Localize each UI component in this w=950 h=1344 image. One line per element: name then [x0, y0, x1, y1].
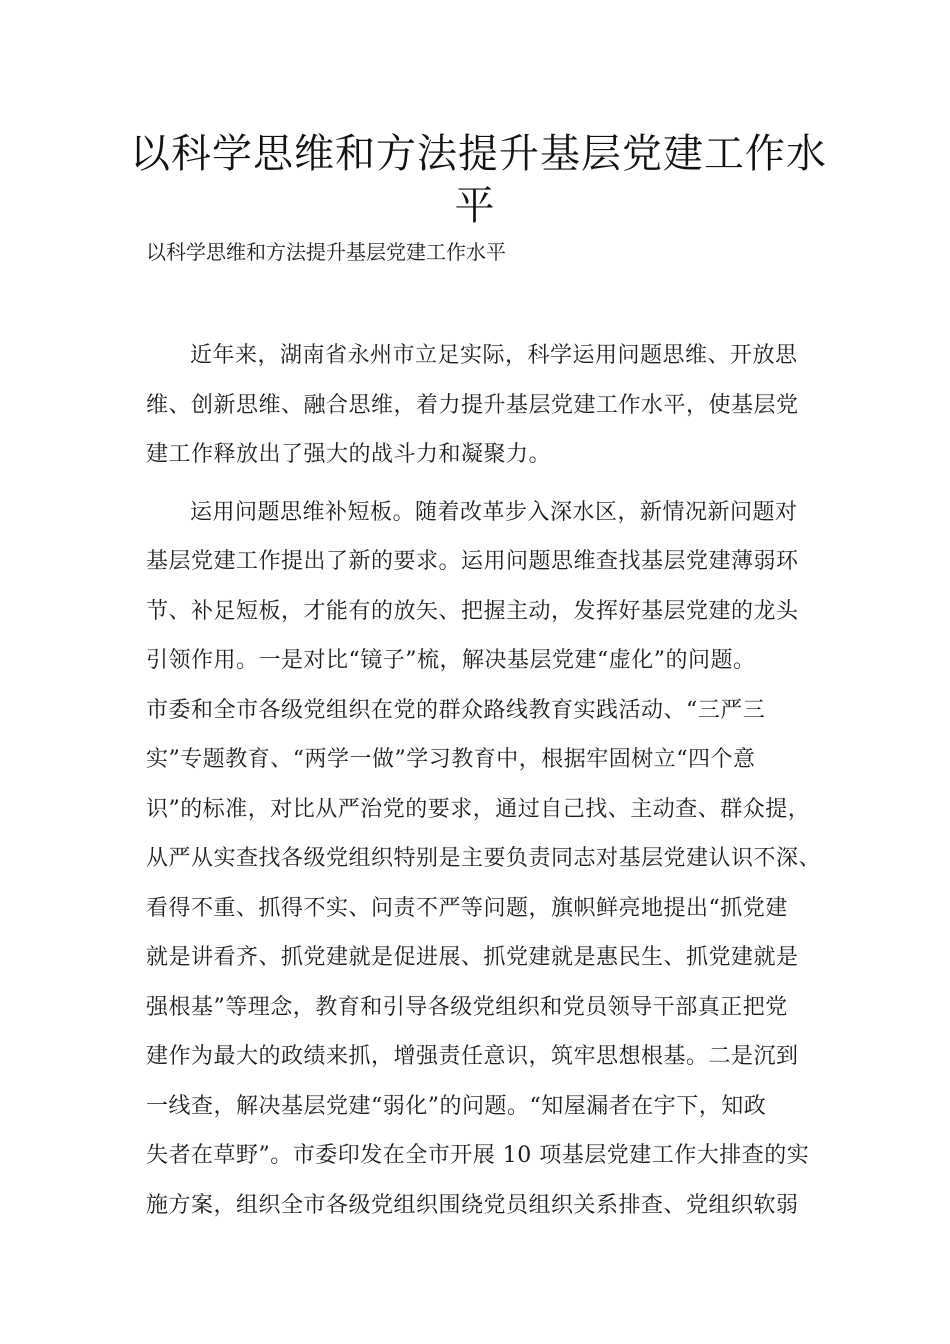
text-line: 就是讲看齐、抓党建就是促进展、抓党建就是惠民生、抓党建就是 — [146, 945, 799, 970]
text-line: 看得不重、抓得不实、问责不严等问题，旗帜鲜亮地提出“抓党建 — [146, 895, 788, 921]
text-line: 实”专题教育、“两学一做”学习教育中，根据牢固树立“四个意 — [146, 747, 756, 772]
text-line: 节、补足短板，才能有的放矢、把握主动，发挥好基层党建的龙头 — [146, 598, 799, 624]
title-line: 以科学思维和方法提升基层党建工作水 — [130, 131, 827, 177]
text-line: 引领作用。一是对比“镜子”梳，解决基层党建“虚化”的问题。 — [146, 648, 756, 673]
paragraph-intro — [146, 336, 826, 485]
text-line: 施方案，组织全市各级党组织围绕党员组织关系排查、党组织软弱 — [146, 1192, 799, 1218]
text-line: 建作为最大的政绩来抓，增强责任意识，筑牢思想根基。二是沉到 — [146, 1044, 799, 1069]
text-line: 从严从实查找各级党组织特别是主要负责同志对基层党建认识不深、 — [146, 846, 822, 871]
text-line: 一线查，解决基层党建“弱化”的问题。“知屋漏者在宇下，知政 — [146, 1093, 767, 1119]
text-line: 维、创新思维、融合思维，着力提升基层党建工作水平，使基层党 — [146, 392, 799, 418]
document-subtitle: 以科学思维和方法提升基层党建工作水平 — [146, 240, 506, 264]
text-line: 强根基”等理念，教育和引导各级党组织和党员领导干部真正把党 — [146, 994, 788, 1020]
document-body — [146, 336, 826, 1243]
text-line: 识”的标准，对比从严治党的要求，通过自己找、主动查、群众提， — [146, 796, 811, 822]
text-line: 市委和全市各级党组织在党的群众路线教育实践活动、“三严三 — [146, 697, 766, 723]
text-line: 失者在草野”。市委印发在全市开展 10 项基层党建工作大排查的实 — [146, 1143, 810, 1168]
text-line: 运用问题思维补短板。随着改革步入深水区，新情况新问题对 — [190, 499, 798, 525]
text-line: 基层党建工作提出了新的要求。运用问题思维查找基层党建薄弱环 — [146, 549, 799, 574]
document-title — [130, 128, 827, 232]
paragraph-problem-thinking — [146, 493, 826, 1236]
text-line: 近年来，湖南省永州市立足实际，科学运用问题思维、开放思 — [190, 343, 798, 368]
title-line: 平 — [454, 183, 496, 229]
text-line: 建工作释放出了强大的战斗力和凝聚力。 — [146, 442, 552, 467]
